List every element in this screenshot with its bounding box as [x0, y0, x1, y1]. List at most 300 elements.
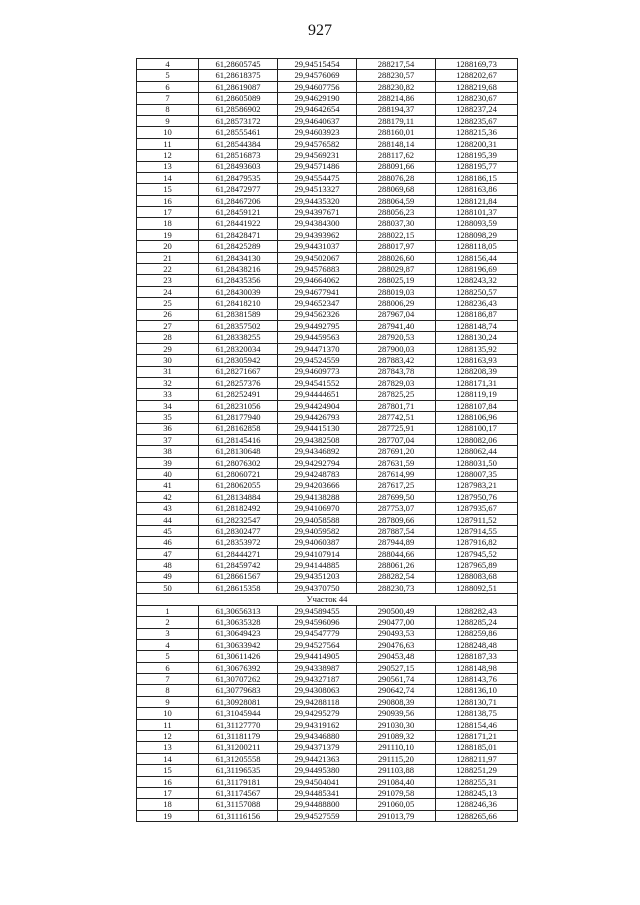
table-cell: 1288121,84 [436, 195, 518, 206]
table-row [137, 491, 518, 502]
table-cell: 1288200,31 [436, 138, 518, 149]
table-cell: 1288219,68 [436, 81, 518, 92]
table-cell: 61,28271667 [199, 366, 278, 377]
table-cell: 1288196,69 [436, 264, 518, 275]
table-cell: 288056,23 [357, 207, 436, 218]
table-cell: 287742,51 [357, 412, 436, 423]
table-cell: 61,28430039 [199, 286, 278, 297]
table-cell: 24 [137, 286, 199, 297]
table-row [137, 696, 518, 707]
table-row [137, 309, 518, 320]
table-row [137, 184, 518, 195]
table-cell: 61,28516873 [199, 150, 278, 161]
table-row [137, 412, 518, 423]
table-cell: 1288185,01 [436, 742, 518, 753]
table-row [137, 377, 518, 388]
table-cell: 290500,49 [357, 605, 436, 616]
table-cell: 290453,48 [357, 651, 436, 662]
table-cell: 29,94589455 [278, 605, 357, 616]
table-cell: 61,30611426 [199, 651, 278, 662]
table-cell: 39 [137, 457, 199, 468]
table-cell: 29,94106970 [278, 503, 357, 514]
table-cell: 1288118,05 [436, 241, 518, 252]
table-cell: 288160,01 [357, 127, 436, 138]
table-cell: 29,94554475 [278, 172, 357, 183]
table-cell: 29,94424904 [278, 400, 357, 411]
table-cell: 61,28381589 [199, 309, 278, 320]
coordinates-table [136, 58, 518, 822]
table-cell: 288029,87 [357, 264, 436, 275]
table-cell: 29,94319162 [278, 719, 357, 730]
table-row [137, 59, 518, 70]
table-row [137, 241, 518, 252]
table-cell: 1288169,73 [436, 59, 518, 70]
table-cell: 29,94327187 [278, 674, 357, 685]
table-cell: 45 [137, 526, 199, 537]
table-cell: 26 [137, 309, 199, 320]
table-cell: 61,28661567 [199, 571, 278, 582]
table-row [137, 480, 518, 491]
table-cell: 29 [137, 343, 199, 354]
table-cell: 33 [137, 389, 199, 400]
table-cell: 23 [137, 275, 199, 286]
table-cell: 287753,07 [357, 503, 436, 514]
table-cell: 36 [137, 423, 199, 434]
table-row [137, 776, 518, 787]
table-cell: 29,94485341 [278, 788, 357, 799]
section-title: Участок 44 [137, 594, 518, 605]
table-cell: 29,94370750 [278, 582, 357, 593]
table-cell: 288091,66 [357, 161, 436, 172]
table-cell: 29,94107914 [278, 548, 357, 559]
table-cell: 1288230,67 [436, 93, 518, 104]
table-row [137, 526, 518, 537]
table-row [137, 651, 518, 662]
table-cell: 2 [137, 617, 199, 628]
table-cell: 61,28177940 [199, 412, 278, 423]
table-row [137, 355, 518, 366]
table-cell: 61,28162858 [199, 423, 278, 434]
table-cell: 287614,99 [357, 469, 436, 480]
table-row [137, 423, 518, 434]
table-cell: 29,94351203 [278, 571, 357, 582]
table-row [137, 731, 518, 742]
table-cell: 44 [137, 514, 199, 525]
table-cell: 288117,62 [357, 150, 436, 161]
table-cell: 7 [137, 93, 199, 104]
table-cell: 29,94059582 [278, 526, 357, 537]
table-cell: 29,94515454 [278, 59, 357, 70]
table-cell: 29,94524559 [278, 355, 357, 366]
table-row [137, 161, 518, 172]
table-cell: 61,28544384 [199, 138, 278, 149]
table-cell: 287829,03 [357, 377, 436, 388]
table-cell: 4 [137, 639, 199, 650]
table-cell: 1288245,13 [436, 788, 518, 799]
table-cell: 287691,20 [357, 446, 436, 457]
table-cell: 5 [137, 70, 199, 81]
table-cell: 1288208,39 [436, 366, 518, 377]
table-cell: 29,94640637 [278, 115, 357, 126]
table-cell: 61,31205558 [199, 753, 278, 764]
table-cell: 29,94288118 [278, 696, 357, 707]
table-cell: 61,28615358 [199, 582, 278, 593]
table-row [137, 582, 518, 593]
table-row [137, 457, 518, 468]
table-cell: 61,30633942 [199, 639, 278, 650]
table-cell: 4 [137, 59, 199, 70]
table-cell: 20 [137, 241, 199, 252]
table-row [137, 662, 518, 673]
table-cell: 29,94292794 [278, 457, 357, 468]
table-cell: 18 [137, 218, 199, 229]
table-cell: 288006,29 [357, 298, 436, 309]
table-cell: 288022,15 [357, 229, 436, 240]
table-cell: 29,94393962 [278, 229, 357, 240]
table-row [137, 172, 518, 183]
table-row [137, 548, 518, 559]
table-cell: 29,94435320 [278, 195, 357, 206]
table-cell: 61,28619087 [199, 81, 278, 92]
table-cell: 288230,57 [357, 70, 436, 81]
table-cell: 29,94414905 [278, 651, 357, 662]
table-cell: 61,30676392 [199, 662, 278, 673]
table-cell: 29,94444651 [278, 389, 357, 400]
table-cell: 29,94415130 [278, 423, 357, 434]
table-cell: 61,28353972 [199, 537, 278, 548]
table-cell: 61,28467206 [199, 195, 278, 206]
table-cell: 61,28060721 [199, 469, 278, 480]
table-cell: 19 [137, 810, 199, 821]
table-row [137, 252, 518, 263]
table-cell: 29,94527559 [278, 810, 357, 821]
table-cell: 288044,66 [357, 548, 436, 559]
table-cell: 29,94642654 [278, 104, 357, 115]
table-cell: 29,94504041 [278, 776, 357, 787]
table-cell: 290642,74 [357, 685, 436, 696]
table-cell: 291030,30 [357, 719, 436, 730]
table-cell: 29,94571486 [278, 161, 357, 172]
table-cell: 287941,40 [357, 320, 436, 331]
table-cell: 17 [137, 207, 199, 218]
table-cell: 16 [137, 776, 199, 787]
table-cell: 290808,39 [357, 696, 436, 707]
table-cell: 1288235,67 [436, 115, 518, 126]
table-cell: 50 [137, 582, 199, 593]
table-cell: 61,31200211 [199, 742, 278, 753]
table-cell: 291103,88 [357, 765, 436, 776]
table-cell: 14 [137, 172, 199, 183]
table-cell: 1288202,67 [436, 70, 518, 81]
table-cell: 1288156,44 [436, 252, 518, 263]
table-row [137, 514, 518, 525]
table-cell: 29,94513327 [278, 184, 357, 195]
table-cell: 22 [137, 264, 199, 275]
table-cell: 29,94371379 [278, 742, 357, 753]
table-cell: 61,31116156 [199, 810, 278, 821]
table-cell: 61,28076302 [199, 457, 278, 468]
table-cell: 1288171,31 [436, 377, 518, 388]
table-cell: 61,28134884 [199, 491, 278, 502]
table-cell: 61,28252491 [199, 389, 278, 400]
table-cell: 29,94060387 [278, 537, 357, 548]
table-cell: 61,28438216 [199, 264, 278, 275]
table-cell: 9 [137, 115, 199, 126]
table-cell: 290476,63 [357, 639, 436, 650]
table-cell: 1287950,76 [436, 491, 518, 502]
table-cell: 29,94562326 [278, 309, 357, 320]
table-cell: 5 [137, 651, 199, 662]
table-cell: 61,28434130 [199, 252, 278, 263]
table-cell: 287631,59 [357, 457, 436, 468]
table-cell: 15 [137, 765, 199, 776]
table-row [137, 264, 518, 275]
table-row [137, 605, 518, 616]
table-cell: 29,94346880 [278, 731, 357, 742]
table-cell: 1288154,46 [436, 719, 518, 730]
table-cell: 288019,03 [357, 286, 436, 297]
table-cell: 61,28231056 [199, 400, 278, 411]
table-cell: 29,94495380 [278, 765, 357, 776]
table-cell: 32 [137, 377, 199, 388]
table-cell: 290493,53 [357, 628, 436, 639]
table-cell: 29,94576883 [278, 264, 357, 275]
table-cell: 29,94541552 [278, 377, 357, 388]
table-cell: 1288136,10 [436, 685, 518, 696]
table-row [137, 810, 518, 821]
table-cell: 290527,15 [357, 662, 436, 673]
table-cell: 288026,60 [357, 252, 436, 263]
table-cell: 19 [137, 229, 199, 240]
table-cell: 61,28257376 [199, 377, 278, 388]
table-cell: 12 [137, 731, 199, 742]
table-cell: 1288248,48 [436, 639, 518, 650]
table-row [137, 115, 518, 126]
table-cell: 61,28425289 [199, 241, 278, 252]
table-cell: 61,28605089 [199, 93, 278, 104]
table-row [137, 469, 518, 480]
table-cell: 288025,19 [357, 275, 436, 286]
table-cell: 10 [137, 127, 199, 138]
table-cell: 61,28435356 [199, 275, 278, 286]
table-row [137, 742, 518, 753]
table-cell: 9 [137, 696, 199, 707]
table-cell: 61,28444271 [199, 548, 278, 559]
table-cell: 1288062,44 [436, 446, 518, 457]
table-cell: 61,28302477 [199, 526, 278, 537]
table-cell: 29,94144885 [278, 560, 357, 571]
table-cell: 291089,32 [357, 731, 436, 742]
table-cell: 1288092,51 [436, 582, 518, 593]
table-cell: 291115,20 [357, 753, 436, 764]
table-cell: 287944,89 [357, 537, 436, 548]
table-cell: 3 [137, 628, 199, 639]
table-cell: 61,28428471 [199, 229, 278, 240]
table-cell: 61,31157088 [199, 799, 278, 810]
table-row [137, 446, 518, 457]
table-cell: 1288130,71 [436, 696, 518, 707]
table-cell: 288194,37 [357, 104, 436, 115]
table-cell: 29,94426793 [278, 412, 357, 423]
table-cell: 61,30649423 [199, 628, 278, 639]
table-row [137, 719, 518, 730]
table-row [137, 639, 518, 650]
table-cell: 6 [137, 81, 199, 92]
table-cell: 29,94576582 [278, 138, 357, 149]
table-cell: 1288148,98 [436, 662, 518, 673]
table-row [137, 628, 518, 639]
table-cell: 29,94248783 [278, 469, 357, 480]
table-cell: 61,30779683 [199, 685, 278, 696]
table-cell: 17 [137, 788, 199, 799]
table-cell: 288179,11 [357, 115, 436, 126]
table-cell: 37 [137, 434, 199, 445]
table-cell: 61,28182492 [199, 503, 278, 514]
table-cell: 29,94382508 [278, 434, 357, 445]
table-cell: 1288236,43 [436, 298, 518, 309]
table-cell: 1288186,15 [436, 172, 518, 183]
table-row [137, 788, 518, 799]
table-row [137, 195, 518, 206]
table-cell: 1288093,59 [436, 218, 518, 229]
table-cell: 61,28586902 [199, 104, 278, 115]
table-cell: 1288211,97 [436, 753, 518, 764]
table-cell: 61,30635328 [199, 617, 278, 628]
table-row [137, 560, 518, 571]
table-cell: 10 [137, 708, 199, 719]
table-cell: 29,94492795 [278, 320, 357, 331]
table-cell: 31 [137, 366, 199, 377]
table-cell: 1288255,31 [436, 776, 518, 787]
table-cell: 291084,40 [357, 776, 436, 787]
table-cell: 1288130,24 [436, 332, 518, 343]
table-row [137, 537, 518, 548]
table-cell: 61,28320034 [199, 343, 278, 354]
table-cell: 29,94488800 [278, 799, 357, 810]
table-row [137, 207, 518, 218]
table-cell: 49 [137, 571, 199, 582]
coordinates-part-1 [137, 59, 518, 594]
table-row [137, 674, 518, 685]
table-cell: 29,94397671 [278, 207, 357, 218]
table-cell: 1287983,21 [436, 480, 518, 491]
table-cell: 288017,97 [357, 241, 436, 252]
table-cell: 61,31196535 [199, 765, 278, 776]
table-cell: 61,30928081 [199, 696, 278, 707]
table-cell: 1288083,68 [436, 571, 518, 582]
table-cell: 7 [137, 674, 199, 685]
table-cell: 1288135,92 [436, 343, 518, 354]
table-cell: 1288163,93 [436, 355, 518, 366]
table-cell: 43 [137, 503, 199, 514]
table-cell: 287920,53 [357, 332, 436, 343]
table-cell: 13 [137, 161, 199, 172]
table-cell: 1288007,35 [436, 469, 518, 480]
table-cell: 288217,54 [357, 59, 436, 70]
table-row [137, 127, 518, 138]
table-cell: 61,28062055 [199, 480, 278, 491]
table-cell: 46 [137, 537, 199, 548]
table-cell: 61,28418210 [199, 298, 278, 309]
table-cell: 34 [137, 400, 199, 411]
table-cell: 1288119,19 [436, 389, 518, 400]
table-cell: 29,94629190 [278, 93, 357, 104]
table-cell: 1288195,39 [436, 150, 518, 161]
table-cell: 29,94652347 [278, 298, 357, 309]
table-cell: 47 [137, 548, 199, 559]
table-cell: 61,28441922 [199, 218, 278, 229]
table-cell: 1288237,24 [436, 104, 518, 115]
table-cell: 1288138,75 [436, 708, 518, 719]
table-row [137, 286, 518, 297]
table-cell: 61,28493603 [199, 161, 278, 172]
table-row [137, 298, 518, 309]
table-cell: 35 [137, 412, 199, 423]
table-cell: 29,94547779 [278, 628, 357, 639]
table-row [137, 799, 518, 810]
table-cell: 13 [137, 742, 199, 753]
table-cell: 1288259,86 [436, 628, 518, 639]
table-row [137, 218, 518, 229]
table-cell: 288061,26 [357, 560, 436, 571]
table-cell: 1288098,29 [436, 229, 518, 240]
table-cell: 61,28605745 [199, 59, 278, 70]
table-row [137, 753, 518, 764]
table-cell: 1287911,52 [436, 514, 518, 525]
table-row [137, 104, 518, 115]
table-cell: 288230,73 [357, 582, 436, 593]
table-cell: 1288163,86 [436, 184, 518, 195]
table-cell: 288076,28 [357, 172, 436, 183]
table-cell: 61,28479535 [199, 172, 278, 183]
table-cell: 61,28130648 [199, 446, 278, 457]
table-cell: 61,28618375 [199, 70, 278, 81]
table-cell: 1288265,66 [436, 810, 518, 821]
table-cell: 287699,50 [357, 491, 436, 502]
table-cell: 1287965,89 [436, 560, 518, 571]
table-cell: 1288143,76 [436, 674, 518, 685]
table-cell: 287900,03 [357, 343, 436, 354]
table-cell: 29,94664062 [278, 275, 357, 286]
table-cell: 1288215,36 [436, 127, 518, 138]
table-cell: 6 [137, 662, 199, 673]
table-row [137, 320, 518, 331]
table-cell: 11 [137, 719, 199, 730]
table-cell: 61,28573172 [199, 115, 278, 126]
table-cell: 1287935,67 [436, 503, 518, 514]
table-cell: 1288171,21 [436, 731, 518, 742]
table-cell: 287801,71 [357, 400, 436, 411]
table-cell: 288069,68 [357, 184, 436, 195]
table-cell: 29,94677941 [278, 286, 357, 297]
table-cell: 1287914,55 [436, 526, 518, 537]
table-cell: 29,94576069 [278, 70, 357, 81]
table-cell: 1288195,77 [436, 161, 518, 172]
table-cell: 40 [137, 469, 199, 480]
table-cell: 61,28459742 [199, 560, 278, 571]
table-cell: 61,31179181 [199, 776, 278, 787]
table-cell: 291110,10 [357, 742, 436, 753]
table-cell: 288148,14 [357, 138, 436, 149]
table-cell: 287843,78 [357, 366, 436, 377]
table-cell: 16 [137, 195, 199, 206]
table-cell: 29,94603923 [278, 127, 357, 138]
table-row [137, 229, 518, 240]
table-cell: 288037,30 [357, 218, 436, 229]
table-cell: 14 [137, 753, 199, 764]
table-cell: 1288186,87 [436, 309, 518, 320]
table-cell: 8 [137, 104, 199, 115]
